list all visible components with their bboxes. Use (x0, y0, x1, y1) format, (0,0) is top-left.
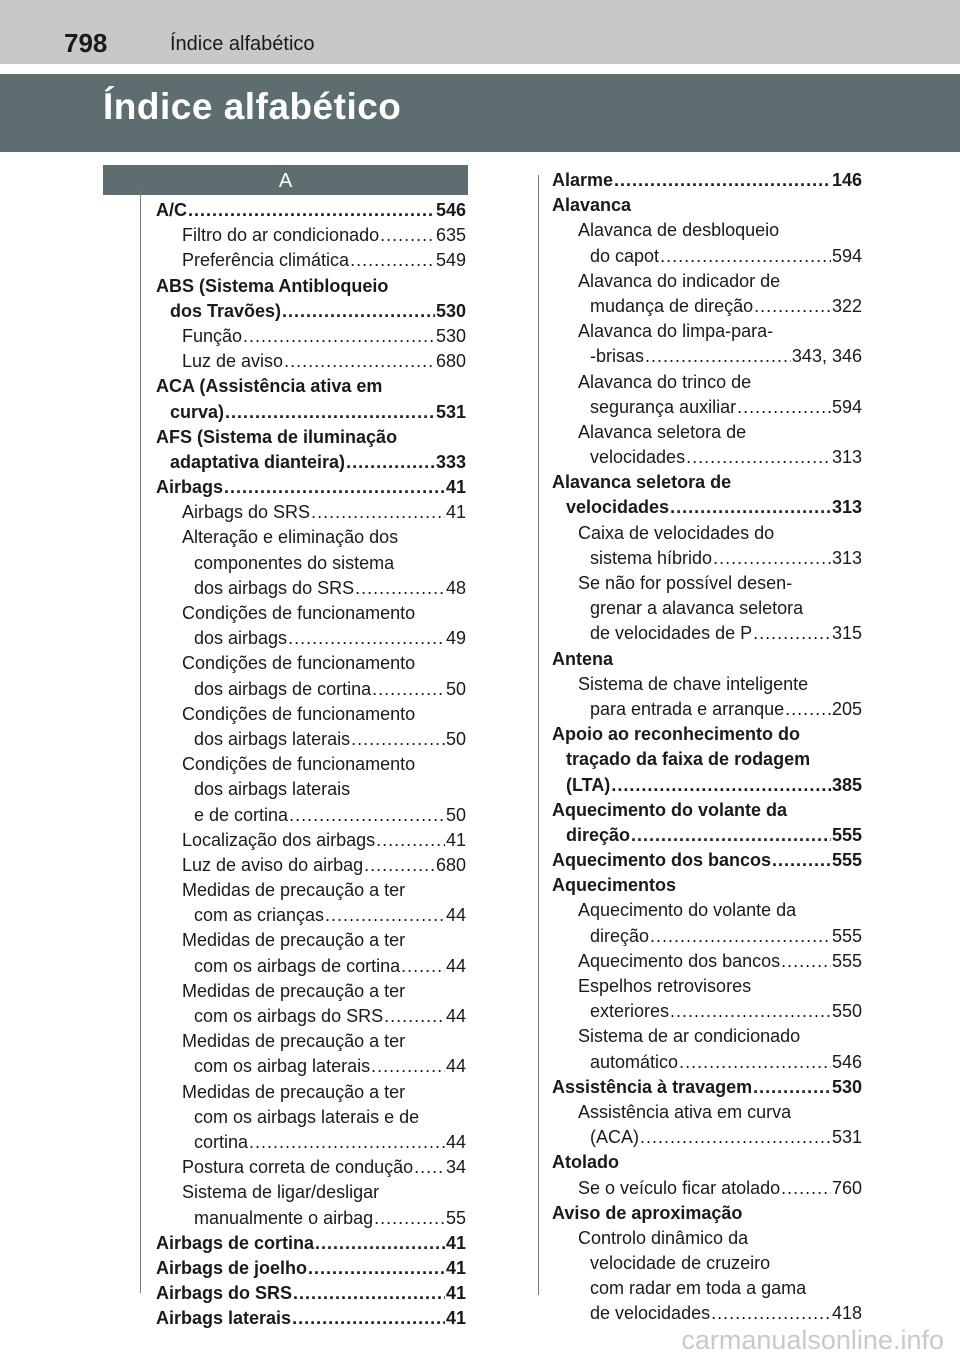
dot-leader (188, 198, 435, 223)
index-entry (156, 601, 466, 626)
index-entry (552, 1100, 862, 1125)
index-entry (552, 1125, 862, 1150)
dot-leader (308, 1256, 445, 1281)
index-entry-page: 531 (831, 1127, 862, 1148)
index-entry-text: Alteração e eliminação dos (182, 527, 399, 548)
index-entry-text: dos airbags de cortina (194, 678, 372, 699)
dot-leader (781, 949, 831, 974)
index-entry (156, 903, 466, 928)
index-entry-text: Medidas de precaução a ter (182, 1031, 406, 1052)
index-entry (156, 551, 466, 576)
dot-leader (374, 1206, 445, 1231)
index-entry (552, 521, 862, 546)
index-entry-text: com os airbag laterais (194, 1056, 371, 1077)
index-entry-text: sistema híbrido (590, 547, 713, 568)
index-entry (156, 954, 466, 979)
index-entry (156, 349, 466, 374)
index-entry (552, 1201, 862, 1226)
index-entry-text: Sistema de ligar/desligar (182, 1182, 380, 1203)
index-entry-page: 760 (831, 1177, 862, 1198)
dot-leader (650, 924, 831, 949)
index-entry (156, 1130, 466, 1155)
index-entry (156, 374, 466, 399)
index-entry-page: 44 (445, 1056, 466, 1077)
index-entry (552, 974, 862, 999)
index-entry (156, 299, 466, 324)
index-entry-text: para entrada e arranque (590, 698, 785, 719)
index-column-left (156, 198, 466, 1331)
dot-leader (686, 445, 831, 470)
index-entry (156, 1004, 466, 1029)
index-entry-text: Alavanca (552, 195, 632, 216)
index-entry-page: 555 (831, 824, 862, 845)
index-entry (156, 1155, 466, 1180)
index-entry (156, 1281, 466, 1306)
index-entry (552, 924, 862, 949)
index-entry-text: Luz de aviso (182, 351, 284, 372)
index-entry (156, 803, 466, 828)
index-entry-text: Airbags de cortina (156, 1232, 315, 1253)
index-entry-text: Airbags laterais (156, 1308, 292, 1329)
index-entry-text: Se o veículo ficar atolado (578, 1177, 781, 1198)
index-entry (156, 324, 466, 349)
index-entry (156, 702, 466, 727)
index-entry-page: 313 (831, 447, 862, 468)
index-entry-text: Antena (552, 648, 614, 669)
index-entry (552, 1276, 862, 1301)
index-entry-text: Airbags do SRS (156, 1283, 293, 1304)
index-entry-page: 34 (445, 1157, 466, 1178)
index-entry (552, 294, 862, 319)
index-entry-text: com os airbags de cortina (194, 955, 401, 976)
index-entry-text: traçado da faixa de rodagem (566, 749, 811, 770)
index-entry-page: 680 (435, 854, 466, 875)
index-entry-text: Medidas de precaução a ter (182, 1081, 406, 1102)
index-entry-text: (ACA) (590, 1127, 639, 1148)
index-entry-text: de velocidades (590, 1303, 711, 1324)
dot-leader (292, 1306, 445, 1331)
index-entry-text: (LTA) (566, 774, 611, 795)
dot-leader (785, 697, 831, 722)
index-entry-text: Alavanca do indicador de (578, 270, 781, 291)
dot-leader (372, 677, 445, 702)
index-entry-text: Medidas de precaução a ter (182, 930, 406, 951)
index-entry (156, 878, 466, 903)
dot-leader (640, 1125, 831, 1150)
dot-leader (350, 248, 435, 273)
index-entry-text: curva) (170, 401, 225, 422)
index-entry (552, 445, 862, 470)
header-bar (0, 0, 960, 64)
index-entry-text: ACA (Assistência ativa em (156, 376, 383, 397)
index-entry-text: Sistema de chave inteligente (578, 673, 809, 694)
index-entry-text: com as crianças (194, 905, 325, 926)
index-entry (552, 370, 862, 395)
index-entry-text: do capot (590, 245, 660, 266)
index-entry-page: 44 (445, 1131, 466, 1152)
index-entry (552, 647, 862, 672)
index-entry-page: 48 (445, 577, 466, 598)
index-entry-text: Alavanca seletora de (552, 472, 732, 493)
dot-leader (754, 294, 831, 319)
index-entry (552, 773, 862, 798)
index-entry-text: Medidas de precaução a ter (182, 880, 406, 901)
index-entry-text: Filtro do ar condicionado (182, 225, 380, 246)
index-entry (552, 168, 862, 193)
dot-leader (364, 853, 435, 878)
index-entry-page: 50 (445, 678, 466, 699)
section-letter: A (103, 165, 468, 195)
index-entry (552, 193, 862, 218)
index-entry-text: Assistência ativa em curva (578, 1101, 792, 1122)
index-entry (552, 269, 862, 294)
index-entry-page: 205 (831, 698, 862, 719)
index-entry-page: 635 (435, 225, 466, 246)
index-entry-text: AFS (Sistema de iluminação (156, 426, 398, 447)
index-entry-page: 44 (445, 905, 466, 926)
index-entry-text: Alavanca seletora de (578, 421, 747, 442)
index-entry-text: Airbags (156, 477, 224, 498)
index-entry-page: 594 (831, 396, 862, 417)
index-entry-page: 549 (435, 250, 466, 271)
index-entry-page: 50 (445, 804, 466, 825)
index-entry-text: Espelhos retrovisores (578, 976, 752, 996)
index-entry-page: 530 (435, 325, 466, 346)
index-entry (552, 949, 862, 974)
index-entry-text: ABS (Sistema Antibloqueio (156, 275, 389, 296)
index-entry (552, 898, 862, 923)
index-entry (156, 853, 466, 878)
dot-leader (711, 1301, 831, 1326)
index-entry-text: Aquecimento dos bancos (552, 850, 772, 871)
index-entry (156, 475, 466, 500)
index-entry-text: Preferência climática (182, 250, 350, 271)
index-entry-text: dos airbags do SRS (194, 577, 355, 598)
index-entry-page: 41 (445, 1232, 466, 1253)
dot-leader (311, 500, 445, 525)
index-entry (156, 500, 466, 525)
index-entry-text: Aquecimento do volante da (578, 900, 797, 921)
index-entry-text: A/C (156, 200, 187, 220)
index-entry (156, 1029, 466, 1054)
index-entry (552, 722, 862, 747)
dot-leader (660, 244, 831, 269)
index-entry-page: 546 (435, 200, 466, 220)
index-entry-text: Airbags do SRS (182, 502, 311, 523)
index-entry-page: 546 (831, 1051, 862, 1072)
index-entry-page: 550 (831, 1001, 862, 1022)
index-entry-text: Postura correta de condução (182, 1157, 414, 1178)
index-entry-text: de velocidades de P (590, 623, 753, 644)
index-entry-page: 313 (831, 497, 862, 518)
index-entry-text: grenar a alavanca seletora (590, 598, 804, 619)
index-entry-text: Caixa de velocidades do (578, 522, 775, 543)
index-entry (552, 1251, 862, 1276)
index-entry-text: Alavanca do limpa-para- (578, 321, 774, 342)
index-entry (552, 546, 862, 571)
index-entry-text: e de cortina (194, 804, 289, 825)
dot-leader (371, 1054, 445, 1079)
index-entry (552, 395, 862, 420)
index-entry-page: 41 (445, 829, 466, 850)
dot-leader (282, 299, 435, 324)
index-entry-page: 555 (831, 850, 862, 871)
index-entry-page: 44 (445, 1006, 466, 1026)
dot-leader (645, 344, 791, 369)
index-entry-text: componentes do sistema (194, 552, 395, 573)
index-entry-text: Condições de funcionamento (182, 653, 416, 674)
index-entry (552, 1075, 862, 1100)
index-entry-text: com os airbags laterais e de (194, 1106, 420, 1127)
index-entry-text: velocidades (590, 447, 686, 468)
index-entry (552, 1150, 862, 1175)
index-entry (156, 727, 466, 752)
dot-leader (380, 223, 435, 248)
column-divider-center (538, 175, 539, 1295)
index-entry-text: automático (590, 1051, 679, 1072)
index-entry-text: manualmente o airbag (194, 1207, 374, 1228)
index-entry (156, 1256, 466, 1281)
dot-leader (737, 395, 831, 420)
index-entry-page: 555 (831, 925, 862, 946)
index-entry-text: Apoio ao reconhecimento do (552, 724, 801, 745)
index-entry-text: Luz de aviso do airbag (182, 854, 364, 875)
index-entry (156, 1231, 466, 1256)
dot-leader (753, 621, 831, 646)
dot-leader (414, 1155, 445, 1180)
index-entry (552, 621, 862, 646)
index-column-right (552, 168, 862, 1327)
index-entry-text: -brisas (590, 346, 645, 367)
index-entry (552, 420, 862, 445)
index-entry-text: Controlo dinâmico da (578, 1227, 749, 1248)
index-entry (156, 777, 466, 802)
index-entry-page: 333 (435, 451, 466, 472)
index-entry-page: 44 (445, 955, 466, 976)
index-entry (552, 873, 862, 898)
index-entry-text: dos Travões) (170, 300, 282, 321)
index-entry-text: com os airbags do SRS (194, 1006, 384, 1026)
index-entry (552, 244, 862, 269)
page-title: Índice alfabético (103, 86, 402, 127)
dot-leader (611, 773, 831, 798)
index-entry (156, 274, 466, 299)
index-entry (552, 319, 862, 344)
index-entry (552, 218, 862, 243)
index-entry (156, 1105, 466, 1130)
index-entry-text: com radar em toda a gama (590, 1278, 807, 1299)
dot-leader (679, 1050, 831, 1075)
index-entry (156, 525, 466, 550)
index-entry (552, 999, 862, 1024)
index-entry-text: Sistema de ar condicionado (578, 1026, 801, 1047)
dot-leader (713, 546, 831, 571)
index-entry-text: dos airbags laterais (194, 779, 351, 800)
index-entry-page: 50 (445, 728, 466, 749)
index-entry-text: Medidas de precaução a ter (182, 980, 406, 1001)
index-entry (156, 1080, 466, 1105)
index-entry (156, 450, 466, 475)
dot-leader (225, 400, 435, 425)
index-entry (552, 596, 862, 621)
index-entry (552, 1301, 862, 1326)
index-entry-text: Aquecimento do volante da (552, 799, 788, 820)
index-entry-page: 594 (831, 245, 862, 266)
index-entry (156, 979, 466, 1004)
index-entry-page: 531 (435, 401, 466, 422)
dot-leader (772, 848, 831, 873)
index-entry (552, 697, 862, 722)
dot-leader (401, 954, 445, 979)
index-entry-text: Aquecimentos (552, 875, 677, 896)
index-entry (552, 672, 862, 697)
index-entry-page: 315 (831, 623, 862, 644)
index-entry (156, 1180, 466, 1205)
page-number: 798 (64, 28, 108, 58)
index-entry-page: 555 (831, 950, 862, 971)
index-entry-text: Aquecimento dos bancos (578, 950, 781, 971)
dot-leader (355, 576, 445, 601)
index-entry (156, 1054, 466, 1079)
dot-leader (753, 1075, 831, 1100)
index-entry (156, 400, 466, 425)
index-entry-text: exteriores (590, 1001, 670, 1022)
dot-leader (249, 1130, 445, 1155)
index-entry (552, 848, 862, 873)
index-entry-text: dos airbags laterais (194, 728, 351, 749)
header-title: Índice alfabético (170, 33, 315, 55)
index-entry-page: 49 (445, 628, 466, 649)
index-entry-text: direção (590, 925, 650, 946)
index-entry (156, 1206, 466, 1231)
dot-leader (670, 495, 831, 520)
index-entry-page: 418 (831, 1303, 862, 1324)
index-entry-page: 41 (445, 1283, 466, 1304)
index-entry (156, 1306, 466, 1331)
dot-leader (376, 828, 445, 853)
index-entry-text: Condições de funcionamento (182, 754, 416, 775)
dot-leader (351, 727, 445, 752)
index-entry-page: 41 (445, 1257, 466, 1278)
index-entry-text: Airbags de joelho (156, 1257, 308, 1278)
index-entry-text: Alavanca do trinco de (578, 371, 752, 392)
index-entry-text: mudança de direção (590, 295, 754, 316)
dot-leader (781, 1176, 831, 1201)
dot-leader (384, 1004, 445, 1029)
index-entry-text: velocidade de cruzeiro (590, 1253, 771, 1274)
dot-leader (224, 475, 445, 500)
index-entry (552, 1226, 862, 1251)
index-entry-text: Aviso de aproximação (552, 1202, 743, 1223)
index-entry (552, 571, 862, 596)
dot-leader (614, 168, 831, 193)
index-entry-text: adaptativa dianteira) (170, 451, 346, 472)
index-entry-page: 385 (831, 774, 862, 795)
index-entry-text: Condições de funcionamento (182, 703, 416, 724)
index-entry (552, 1176, 862, 1201)
index-entry-text: cortina (194, 1131, 249, 1152)
index-entry-page: 530 (435, 300, 466, 321)
index-entry (156, 425, 466, 450)
index-entry (552, 470, 862, 495)
index-entry (156, 928, 466, 953)
index-entry (552, 798, 862, 823)
dot-leader (670, 999, 831, 1024)
index-entry-text: direção (566, 824, 631, 845)
index-entry (156, 651, 466, 676)
index-entry (552, 747, 862, 772)
index-entry-page: 146 (831, 170, 862, 190)
index-entry-text: Assistência à travagem (552, 1076, 753, 1097)
index-entry (156, 828, 466, 853)
index-entry-page: 343, 346 (791, 346, 862, 367)
index-entry-page: 530 (831, 1076, 862, 1097)
index-entry-page: 313 (831, 547, 862, 568)
index-entry (156, 248, 466, 273)
index-entry (156, 677, 466, 702)
index-entry (156, 576, 466, 601)
index-entry (552, 1050, 862, 1075)
index-entry-text: Localização dos airbags (182, 829, 376, 850)
index-entry (156, 626, 466, 651)
dot-leader (243, 324, 435, 349)
index-entry-text: Atolado (552, 1152, 619, 1173)
dot-leader (284, 349, 435, 374)
dot-leader (289, 803, 445, 828)
index-entry-text: segurança auxiliar (590, 396, 737, 417)
dot-leader (315, 1231, 445, 1256)
dot-leader (346, 450, 435, 475)
index-entry-page: 680 (435, 351, 466, 372)
index-entry-page: 55 (445, 1207, 466, 1228)
index-entry-page: 322 (831, 295, 862, 316)
dot-leader (631, 823, 831, 848)
index-entry-text: Alavanca de desbloqueio (578, 220, 780, 241)
index-entry-text: velocidades (566, 497, 670, 518)
index-entry-text: Condições de funcionamento (182, 603, 416, 623)
index-entry (552, 344, 862, 369)
dot-leader (293, 1281, 445, 1306)
watermark: carmanualsonline.info (681, 1325, 944, 1355)
column-divider-left (140, 190, 141, 1293)
index-entry (552, 1024, 862, 1049)
index-entry-text: Se não for possível desen- (578, 573, 793, 593)
dot-leader (325, 903, 445, 928)
index-entry-text: dos airbags (194, 628, 288, 649)
index-entry-text: Função (182, 325, 243, 346)
index-entry (156, 198, 466, 223)
dot-leader (288, 626, 445, 651)
index-entry-page: 41 (445, 477, 466, 498)
index-entry (156, 752, 466, 777)
index-entry-page: 41 (445, 1308, 466, 1329)
index-entry (552, 495, 862, 520)
index-entry-text: Alarme (552, 170, 614, 190)
index-entry-page: 41 (445, 502, 466, 523)
index-entry (156, 223, 466, 248)
index-entry (552, 823, 862, 848)
